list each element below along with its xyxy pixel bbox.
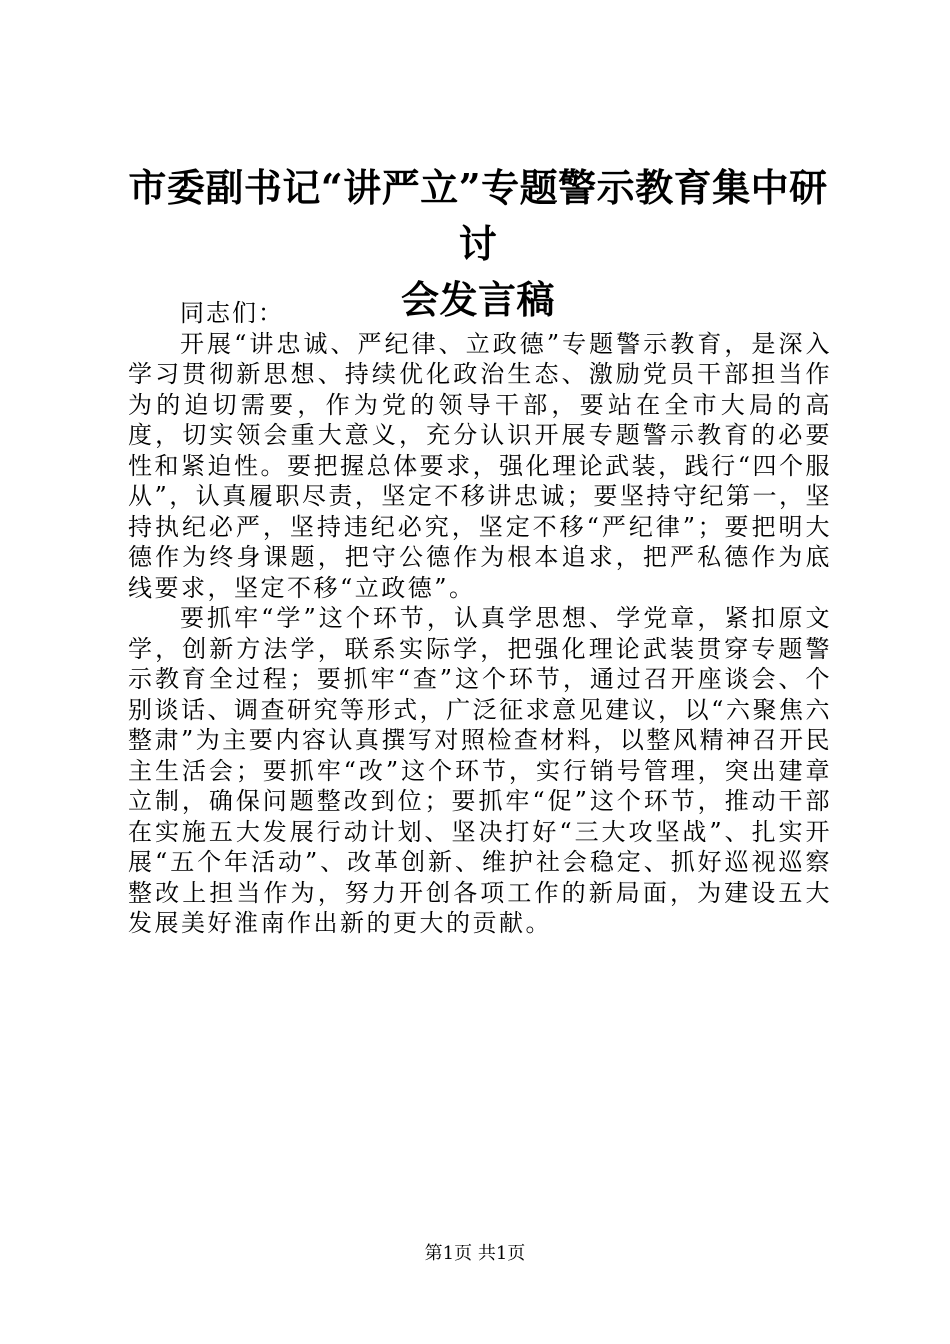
- page-footer: 第1页 共1页: [424, 1243, 526, 1264]
- title-line-1: 市委副书记“讲严立”专题警示教育集中研讨: [128, 165, 828, 266]
- paragraph-1: 开展“讲忠诚、严纪律、立政德”专题警示教育，是深入学习贯彻新思想、持续优化政治生态、激励党员干部担当作为的迫切需要，作为党的领导干部，要站在全市大局的高度，切实领会重大意义，充分认识开展专题警示教育的必要性和紧迫性。要把握总体要求，强化理论武装，践行“四个服从”，认真履职尽责，坚定不移讲忠诚；要坚持守纪第一，坚持执纪必严，坚持违纪必究，坚定不移“严纪律”；要把明大德作为终身课题，把守公德作为根本追求，把严私德作为底线要求，坚定不移“立政德”。: [128, 329, 832, 602]
- document-body: [128, 298, 832, 939]
- paragraph-2: 要抓牢“学”这个环节，认真学思想、学党章，紧扣原文学，创新方法学，联系实际学，把强化理论武装贯穿专题警示教育全过程；要抓牢“查”这个环节，通过召开座谈会、个别谈话、调查研究等形式，广泛征求意见建议，以“六聚焦六整肃”为主要内容认真撰写对照检查材料，以整风精神召开民主生活会；要抓牢“改”这个环节，实行销号管理，突出建章立制，确保问题整改到位；要抓牢“促”这个环节，推动干部在实施五大发展行动计划、坚决打好“三大攻坚战”、扎实开展“五个年活动”、改革创新、维护社会稳定、抓好巡视巡察整改上担当作为，努力开创各项工作的新局面，为建设五大发展美好淮南作出新的更大的贡献。: [128, 604, 832, 937]
- title-line-2: 会发言稿: [400, 277, 555, 322]
- salutation: 同志们：: [180, 299, 284, 327]
